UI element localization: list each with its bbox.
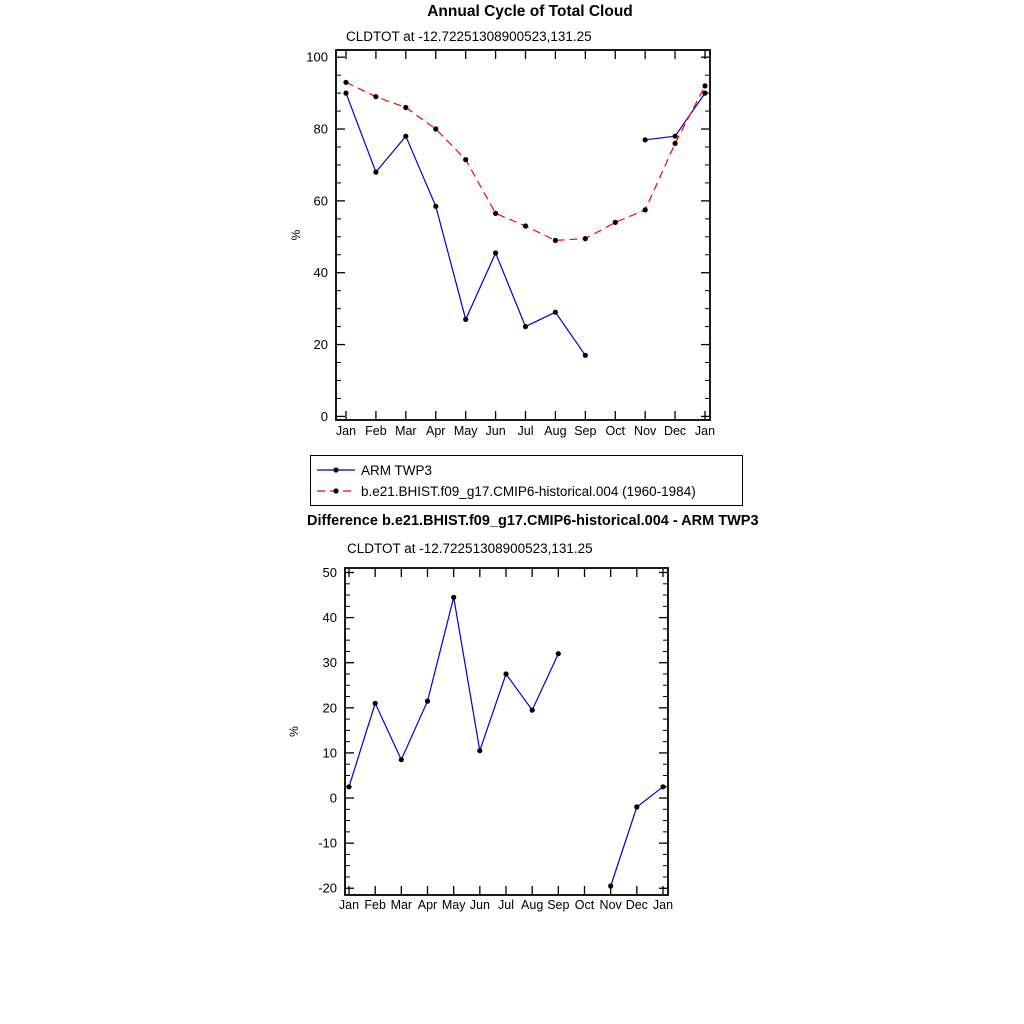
x-tick-label: Aug xyxy=(544,424,567,438)
series-marker-1 xyxy=(463,157,468,162)
series-marker-1 xyxy=(343,80,348,85)
x-tick-label: Jan xyxy=(694,424,716,438)
y-tick-label: 40 xyxy=(313,265,328,281)
series-marker-0 xyxy=(373,170,378,175)
x-tick-label: May xyxy=(441,898,466,912)
series-marker-0 xyxy=(702,91,707,96)
x-tick-label: Mar xyxy=(390,898,413,912)
series-marker-0 xyxy=(608,883,613,888)
x-tick-label: Jan xyxy=(338,898,360,912)
series-marker-1 xyxy=(583,236,588,241)
legend-row-model xyxy=(311,481,742,502)
x-tick-label: Dec xyxy=(625,898,648,912)
legend-label-arm-twp3: ARM TWP3 xyxy=(361,462,433,478)
y-axis-label: % xyxy=(289,229,303,241)
x-tick-label: Nov xyxy=(599,898,622,912)
x-tick-label: Dec xyxy=(663,424,687,438)
x-tick-label: Jan xyxy=(335,424,357,438)
series-marker-0 xyxy=(403,134,408,139)
series-marker-0 xyxy=(343,91,348,96)
series-marker-0 xyxy=(399,757,404,762)
series-marker-0 xyxy=(425,699,430,704)
series-marker-0 xyxy=(583,353,588,358)
y-tick-label: 10 xyxy=(322,745,337,761)
chart-0 xyxy=(289,50,715,438)
series-marker-0 xyxy=(433,204,438,209)
x-tick-label: Jun xyxy=(485,424,506,438)
y-tick-label: 20 xyxy=(322,700,337,716)
y-tick-label: 0 xyxy=(329,790,337,806)
series-marker-1 xyxy=(643,207,648,212)
x-tick-label: Apr xyxy=(417,898,438,912)
series-marker-0 xyxy=(530,708,535,713)
chart-1 xyxy=(287,565,673,912)
x-tick-label: Aug xyxy=(521,898,544,912)
series-marker-1 xyxy=(493,211,498,216)
x-tick-label: Jul xyxy=(517,424,534,438)
legend xyxy=(310,455,743,506)
series-marker-1 xyxy=(433,126,438,131)
x-tick-label: Feb xyxy=(364,898,386,912)
x-tick-label: Nov xyxy=(634,424,657,438)
series-marker-0 xyxy=(643,137,648,142)
x-tick-label: Mar xyxy=(395,424,417,438)
series-marker-1 xyxy=(403,105,408,110)
plot-frame xyxy=(336,50,710,420)
x-tick-label: Sep xyxy=(547,898,570,912)
series-marker-0 xyxy=(477,748,482,753)
legend-line-sample-model xyxy=(317,485,355,497)
series-marker-0 xyxy=(503,671,508,676)
series-marker-1 xyxy=(553,238,558,243)
top-chart-subtitle: CLDTOT at -12.72251308900523,131.25 xyxy=(346,29,592,44)
y-tick-label: 50 xyxy=(322,565,337,581)
series-marker-1 xyxy=(373,94,378,99)
series-marker-0 xyxy=(463,317,468,322)
series-marker-0 xyxy=(523,324,528,329)
x-tick-label: Jan xyxy=(652,898,674,912)
bottom-chart-subtitle: CLDTOT at -12.72251308900523,131.25 xyxy=(347,541,593,556)
x-tick-label: Apr xyxy=(426,424,446,438)
x-tick-label: Feb xyxy=(365,424,387,438)
series-marker-1 xyxy=(613,220,618,225)
x-tick-label: Jun xyxy=(469,898,490,912)
y-tick-label: 20 xyxy=(313,337,328,353)
series-marker-0 xyxy=(493,250,498,255)
series-marker-1 xyxy=(523,223,528,228)
x-tick-label: Oct xyxy=(605,424,625,438)
legend-sample-marker xyxy=(333,467,338,472)
legend-row-arm-twp3 xyxy=(311,460,742,481)
x-tick-label: May xyxy=(453,424,478,438)
y-axis-label: % xyxy=(287,726,301,737)
y-tick-label: 80 xyxy=(313,121,328,137)
series-marker-0 xyxy=(673,134,678,139)
legend-label-model: b.e21.BHIST.f09_g17.CMIP6-historical.004 (1960-1984) xyxy=(361,483,696,499)
series-marker-0 xyxy=(451,595,456,600)
y-tick-label: -10 xyxy=(318,835,337,851)
y-tick-label: 40 xyxy=(322,610,337,626)
x-tick-label: Jul xyxy=(498,898,514,912)
legend-line-sample-arm-twp3 xyxy=(317,464,355,476)
x-tick-label: Oct xyxy=(574,898,595,912)
x-tick-label: Sep xyxy=(574,424,597,438)
series-line-1 xyxy=(346,82,705,240)
series-marker-0 xyxy=(556,651,561,656)
y-tick-label: 0 xyxy=(320,408,328,424)
series-marker-0 xyxy=(660,784,665,789)
top-chart-title: Annual Cycle of Total Cloud xyxy=(427,3,633,20)
series-marker-0 xyxy=(346,784,351,789)
series-marker-0 xyxy=(634,804,639,809)
series-marker-0 xyxy=(373,701,378,706)
y-tick-label: 60 xyxy=(313,193,328,209)
legend-sample-marker xyxy=(333,488,338,493)
series-marker-1 xyxy=(673,141,678,146)
series-marker-0 xyxy=(553,310,558,315)
y-tick-label: 100 xyxy=(306,49,328,65)
plot-frame xyxy=(345,568,668,895)
y-tick-label: 30 xyxy=(322,655,337,671)
series-line-0 xyxy=(349,597,663,886)
series-marker-1 xyxy=(702,83,707,88)
bottom-chart-title: Difference b.e21.BHIST.f09_g17.CMIP6-historical.004 - ARM TWP3 xyxy=(307,513,759,529)
y-tick-label: -20 xyxy=(318,880,337,896)
